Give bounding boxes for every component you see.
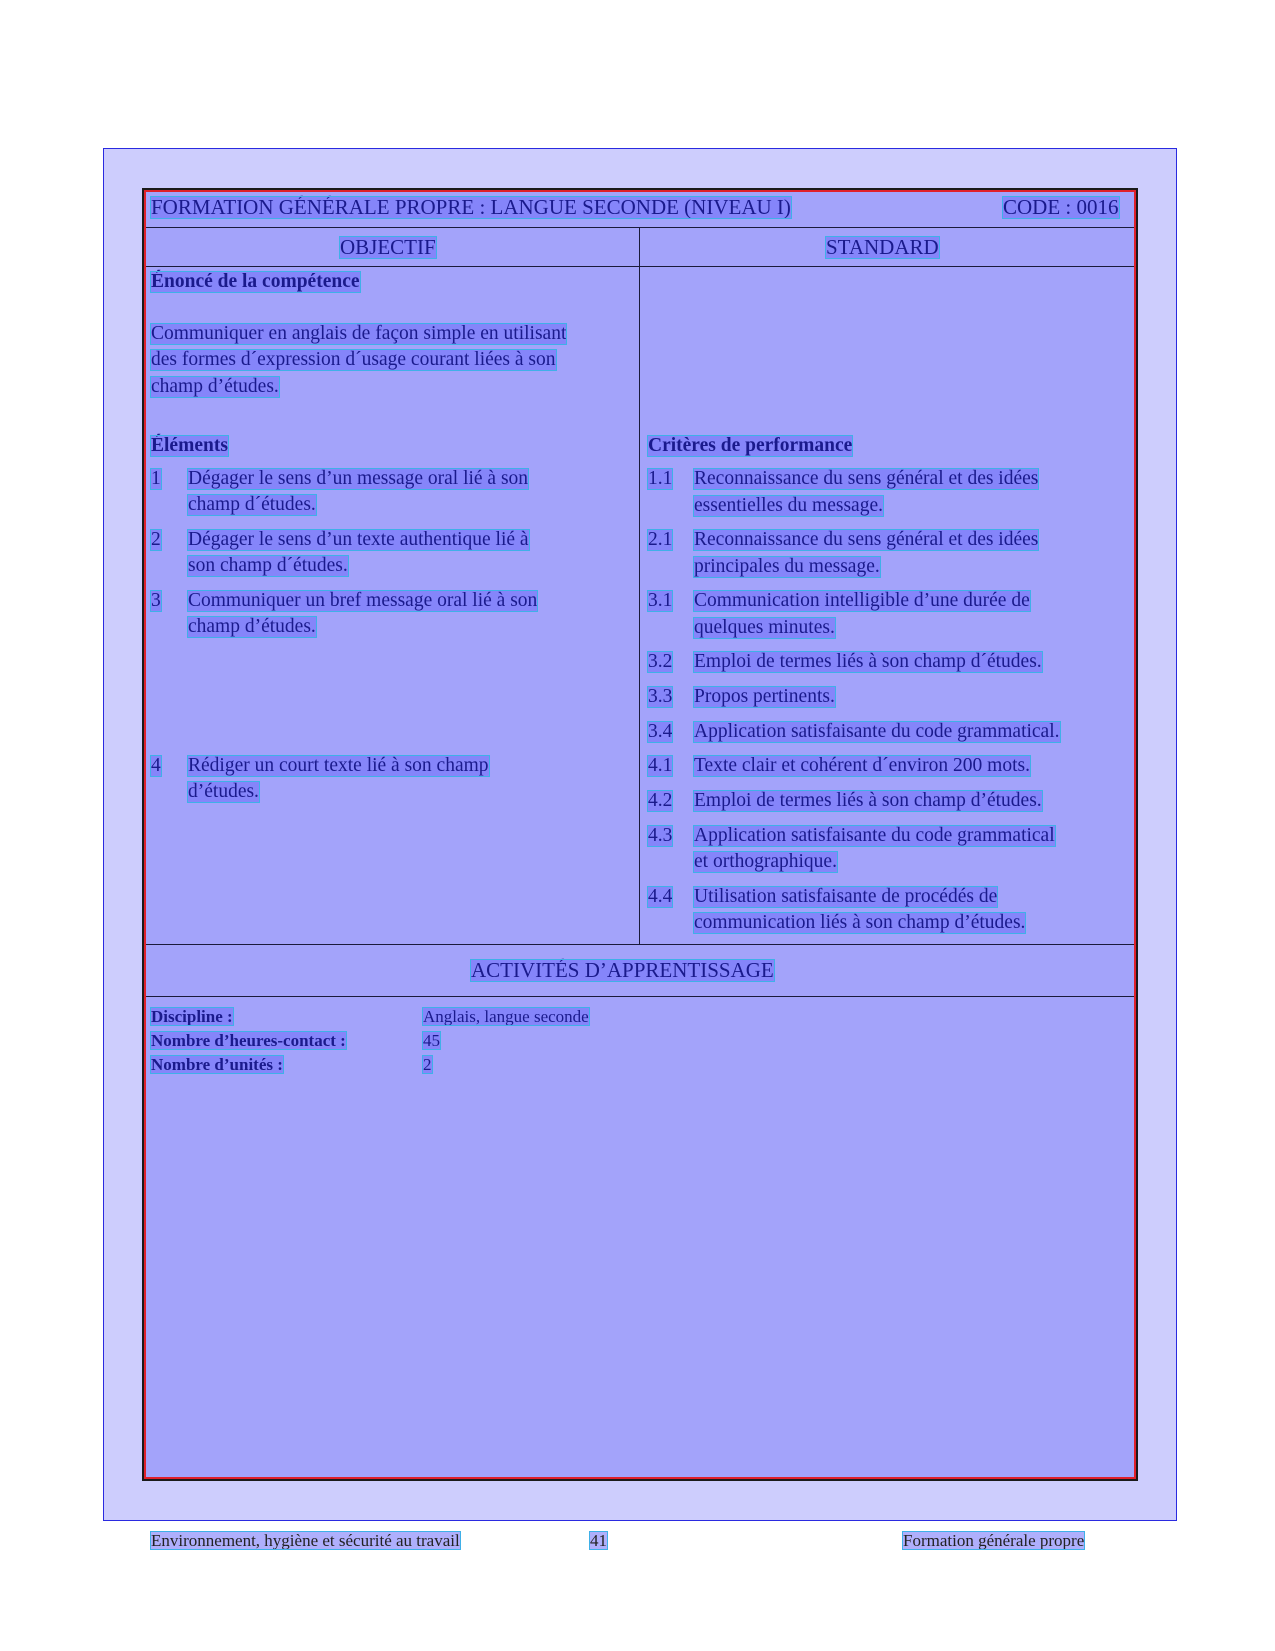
footer-right: Formation générale propre bbox=[903, 1531, 1085, 1550]
element-number: 1 bbox=[151, 468, 161, 489]
element-number: 4 bbox=[151, 755, 161, 776]
element-number: 3 bbox=[151, 590, 161, 611]
critere-text: Utilisation satisfaisante de procédés de bbox=[694, 886, 998, 907]
critere-text: essentielles du message. bbox=[694, 495, 883, 516]
critere-text: Texte clair et cohérent d´environ 200 mots. bbox=[694, 755, 1030, 776]
critere-text: Reconnaissance du sens général et des idées bbox=[694, 529, 1039, 550]
enonce-line: champ d’études. bbox=[151, 376, 279, 397]
standard-bottom-divider bbox=[146, 944, 1134, 945]
critere-number: 4.3 bbox=[648, 825, 673, 846]
critere-text: et orthographique. bbox=[694, 851, 837, 872]
critere-text: Communication intelligible d’une durée de bbox=[694, 590, 1030, 611]
element-text: son champ d´études. bbox=[188, 555, 348, 576]
criteres-label: Critères de performance bbox=[648, 435, 853, 456]
units-label: Nombre d’unités : bbox=[151, 1055, 283, 1074]
critere-number: 4.2 bbox=[648, 790, 673, 811]
column-divider bbox=[639, 228, 640, 944]
enonce-label: Énoncé de la compétence bbox=[151, 271, 360, 292]
critere-number: 2.1 bbox=[648, 529, 673, 550]
critere-number: 3.2 bbox=[648, 651, 673, 672]
course-code: CODE : 0016 bbox=[1003, 195, 1119, 219]
critere-number: 1.1 bbox=[648, 468, 673, 489]
element-text: Rédiger un court texte lié à son champ bbox=[188, 755, 489, 776]
critere-text: Application satisfaisante du code grammatical bbox=[694, 825, 1055, 846]
hours-value: 45 bbox=[423, 1031, 440, 1050]
column-header-divider bbox=[146, 266, 1134, 267]
element-text: Communiquer un bref message oral lié à son bbox=[188, 590, 538, 611]
critere-text: Propos pertinents. bbox=[694, 686, 835, 707]
units-value: 2 bbox=[423, 1055, 432, 1074]
enonce-line: des formes d´expression d´usage courant liées à son bbox=[151, 349, 556, 370]
critere-number: 3.3 bbox=[648, 686, 673, 707]
critere-text: Application satisfaisante du code grammatical. bbox=[694, 721, 1060, 742]
elements-label: Éléments bbox=[151, 435, 228, 456]
activities-title-divider bbox=[146, 996, 1134, 997]
discipline-label: Discipline : bbox=[151, 1007, 233, 1026]
standard-header: STANDARD bbox=[826, 235, 939, 259]
activities-title: ACTIVITÉS D’APPRENTISSAGE bbox=[471, 958, 774, 982]
critere-number: 3.1 bbox=[648, 590, 673, 611]
element-number: 2 bbox=[151, 529, 161, 550]
critere-number: 4.4 bbox=[648, 886, 673, 907]
objectif-header: OBJECTIF bbox=[340, 235, 436, 259]
page-title: FORMATION GÉNÉRALE PROPRE : LANGUE SECONDE (NIVEAU I) bbox=[151, 195, 791, 219]
discipline-value: Anglais, langue seconde bbox=[423, 1007, 589, 1026]
element-text: champ d’études. bbox=[188, 616, 316, 637]
hours-label: Nombre d’heures-contact : bbox=[151, 1031, 346, 1050]
critere-text: principales du message. bbox=[694, 556, 880, 577]
critere-text: Reconnaissance du sens général et des idées bbox=[694, 468, 1039, 489]
element-text: champ d´études. bbox=[188, 494, 316, 515]
critere-text: quelques minutes. bbox=[694, 617, 835, 638]
enonce-line: Communiquer en anglais de façon simple en utilisant bbox=[151, 323, 567, 344]
critere-number: 4.1 bbox=[648, 755, 673, 776]
header-divider bbox=[146, 227, 1134, 228]
critere-text: communication liés à son champ d’études. bbox=[694, 912, 1026, 933]
element-text: Dégager le sens d’un message oral lié à son bbox=[188, 468, 529, 489]
critere-number: 3.4 bbox=[648, 721, 673, 742]
critere-text: Emploi de termes liés à son champ d´études. bbox=[694, 651, 1042, 672]
page-number: 41 bbox=[590, 1531, 607, 1550]
element-text: d’études. bbox=[188, 781, 259, 802]
footer-left: Environnement, hygiène et sécurité au travail bbox=[151, 1531, 460, 1550]
critere-text: Emploi de termes liés à son champ d’études. bbox=[694, 790, 1042, 811]
element-text: Dégager le sens d’un texte authentique lié à bbox=[188, 529, 529, 550]
